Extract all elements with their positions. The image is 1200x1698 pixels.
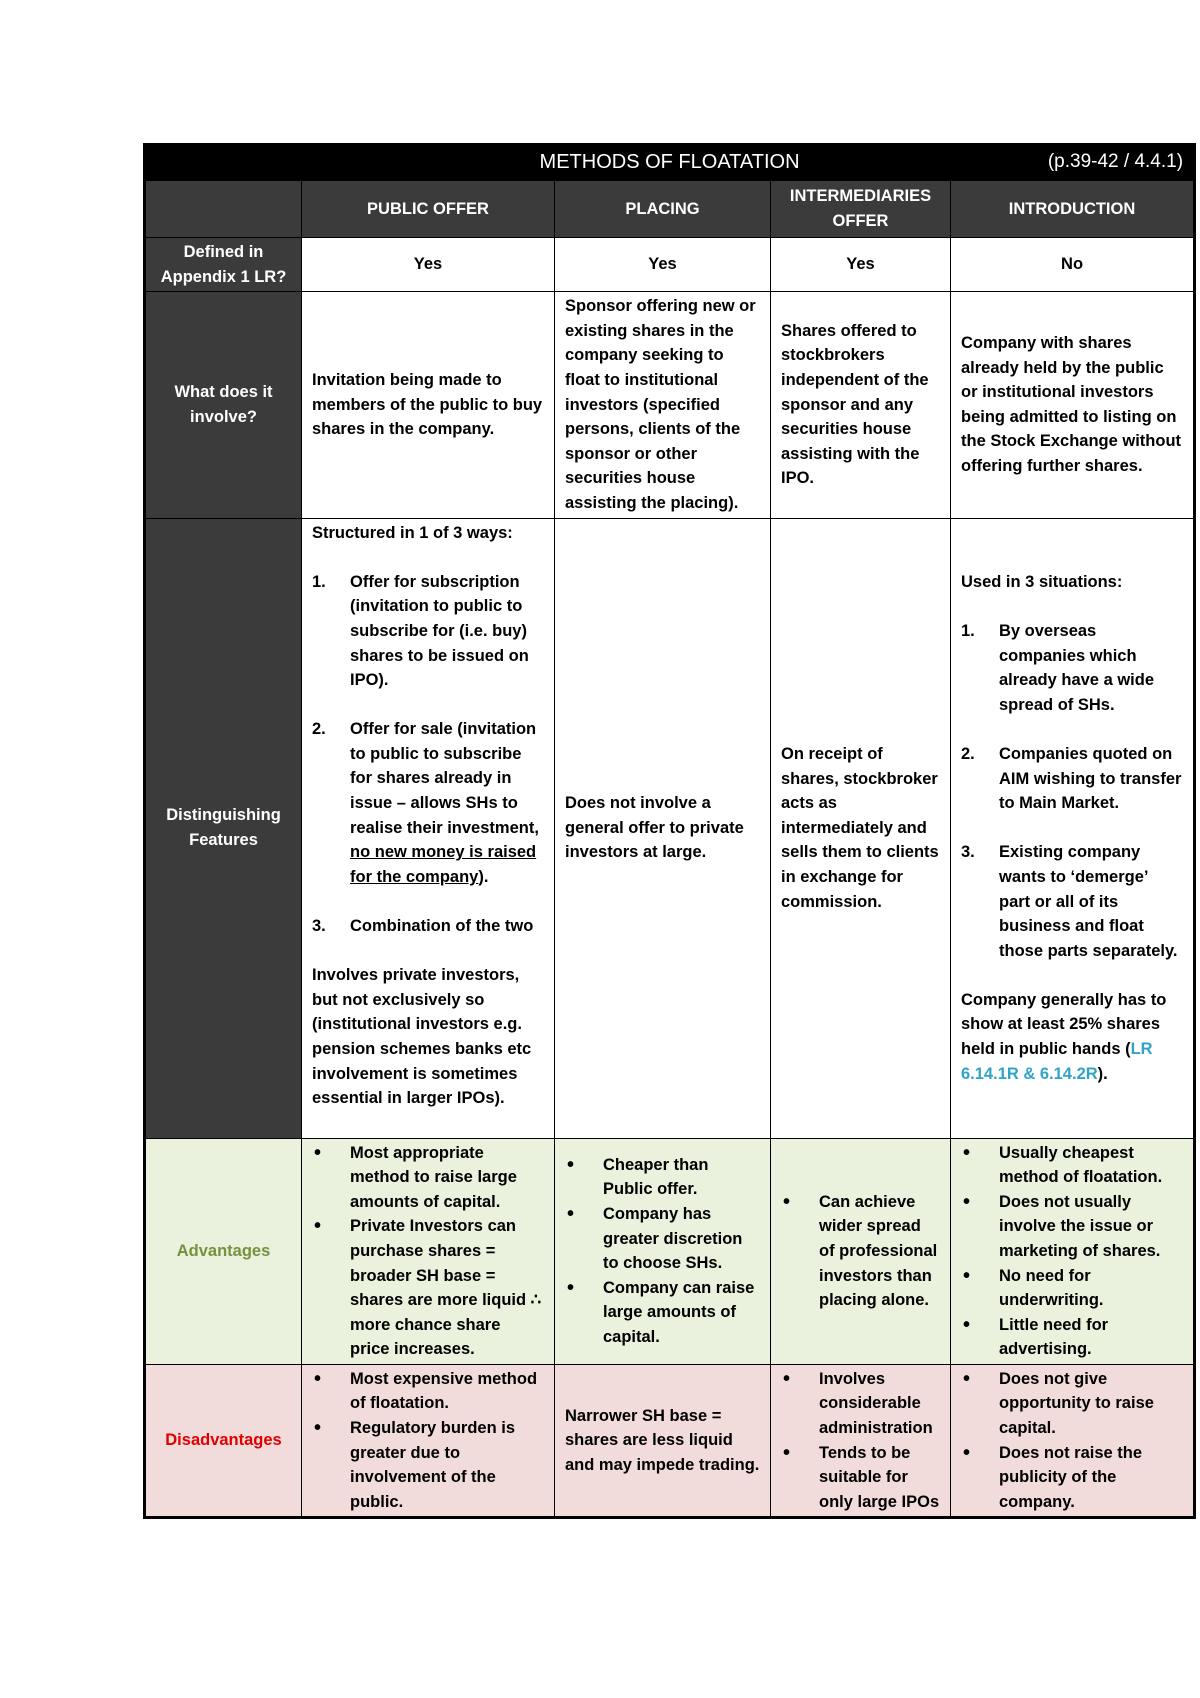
- floatation-table: [145, 145, 1194, 1517]
- header-corner: [146, 181, 302, 238]
- disadvantages-public-offer: [302, 1364, 555, 1517]
- involve-introduction: Company with shares already held by the public or institutional investors being admitted to listing on the Stock Exchange without offering further shares.: [951, 292, 1194, 518]
- underlined-text: no new money is raised for the company: [350, 843, 537, 886]
- disadvantages-placing: Narrower SH base = shares are less liquid and may impede trading.: [555, 1364, 771, 1517]
- features-public-intro: Structured in 1 of 3 ways:: [312, 523, 513, 542]
- header-row: [146, 181, 1194, 238]
- advantages-introduction: [951, 1138, 1194, 1364]
- row-label-features: Distinguishing Features: [146, 518, 302, 1138]
- advantages-intermediaries: [771, 1138, 951, 1364]
- list-item: • Regulatory burden is greater due to involvement of the public.: [312, 1416, 544, 1514]
- list-item: • No need for underwriting.: [961, 1264, 1183, 1313]
- row-label-defined: Defined in Appendix 1 LR?: [146, 238, 302, 292]
- list-item: 3. Combination of the two: [312, 917, 534, 936]
- defined-row: [146, 238, 1194, 292]
- involve-public-offer: Invitation being made to members of the public to buy shares in the company.: [302, 292, 555, 518]
- list-item: 1. By overseas companies which already have a wide spread of SHs.: [961, 621, 1155, 714]
- disadvantages-row: [146, 1364, 1194, 1517]
- disadvantages-intermediaries: [771, 1364, 951, 1517]
- list-item: • Little need for advertising.: [961, 1313, 1183, 1362]
- header-placing: PLACING: [555, 181, 771, 238]
- disadvantages-introduction: [951, 1364, 1194, 1517]
- list-item: • Company can raise large amounts of capital.: [565, 1276, 760, 1350]
- list-item: • Company has greater discretion to choose SHs.: [565, 1202, 760, 1276]
- features-intro-intro: Used in 3 situations:: [961, 572, 1123, 591]
- defined-public-offer: Yes: [302, 238, 555, 292]
- row-label-disadvantages: Disadvantages: [146, 1364, 302, 1517]
- list-item: • Can achieve wider spread of professional investors than placing alone.: [781, 1190, 940, 1313]
- advantages-public-offer: [302, 1138, 555, 1364]
- list-item: • Tends to be suitable for only large IPOs: [781, 1441, 940, 1515]
- lr-reference-link[interactable]: LR 6.14.1R & 6.14.2R: [961, 1040, 1153, 1083]
- list-item: • Most expensive method of floatation.: [312, 1367, 544, 1416]
- list-item: • Does not give opportunity to raise capital.: [961, 1367, 1183, 1441]
- list-item: • Cheaper than Public offer.: [565, 1153, 760, 1202]
- header-public-offer: PUBLIC OFFER: [302, 181, 555, 238]
- features-public-outro: Involves private investors, but not exclusively so (institutional investors e.g. pension schemes banks etc involvement is sometimes essential in larger IPOs).: [312, 966, 532, 1108]
- list-item: • Involves considerable administration: [781, 1367, 940, 1441]
- list-item: 1. Offer for subscription (invitation to public to subscribe for (i.e. buy) shares to be issued on IPO).: [312, 572, 529, 690]
- involve-row: [146, 292, 1194, 518]
- features-row: [146, 518, 1194, 1138]
- features-intermediaries: On receipt of shares, stockbroker acts as intermediately and sells them to clients in exchange for commission.: [771, 518, 951, 1138]
- row-label-involve: What does it involve?: [146, 292, 302, 518]
- features-public-offer: [302, 518, 555, 1138]
- reference: (p.39-42 / 4.4.1): [1047, 151, 1184, 172]
- defined-placing: Yes: [555, 238, 771, 292]
- header-intermediaries-offer: INTERMEDIARIES OFFER: [771, 181, 951, 238]
- list-item: • Does not raise the publicity of the company.: [961, 1441, 1183, 1515]
- row-label-advantages: Advantages: [146, 1138, 302, 1364]
- defined-introduction: No: [951, 238, 1194, 292]
- involve-intermediaries: Shares offered to stockbrokers independent of the sponsor and any securities house assisting with the IPO.: [771, 292, 951, 518]
- defined-intermediaries: Yes: [771, 238, 951, 292]
- list-item: 2. Offer for sale (invitation to public to subscribe for shares already in issue – allows SHs to realise their investment, no new money is raised for the company).: [312, 720, 539, 886]
- features-introduction: [951, 518, 1194, 1138]
- list-item: • Does not usually involve the issue or marketing of shares.: [961, 1190, 1183, 1264]
- header-introduction: INTRODUCTION: [951, 181, 1194, 238]
- list-item: 3. Existing company wants to ‘demerge’ part or all of its business and float those parts separately.: [961, 843, 1178, 960]
- advantages-placing: [555, 1138, 771, 1364]
- list-item: 2. Companies quoted on AIM wishing to transfer to Main Market.: [961, 744, 1182, 813]
- involve-placing: Sponsor offering new or existing shares in the company seeking to float to institutional investors (specified persons, clients of the sponsor or other securities house assisting the placing).: [555, 292, 771, 518]
- features-intro-list: [961, 619, 1183, 963]
- title-row: [146, 146, 1194, 181]
- features-intro-outro: Company generally has to show at least 25% shares held in public hands (LR 6.14.1R & 6.14.2R).: [961, 990, 1167, 1083]
- list-item: • Usually cheapest method of floatation.: [961, 1141, 1183, 1190]
- features-placing: Does not involve a general offer to private investors at large.: [555, 518, 771, 1138]
- table-title: METHODS OF FLOATATION: [539, 151, 800, 173]
- list-item: • Private Investors can purchase shares = broader SH base = shares are more liquid ∴ more chance share price increases.: [312, 1214, 544, 1362]
- features-public-list: [312, 570, 544, 939]
- advantages-row: [146, 1138, 1194, 1364]
- list-item: • Most appropriate method to raise large amounts of capital.: [312, 1141, 544, 1215]
